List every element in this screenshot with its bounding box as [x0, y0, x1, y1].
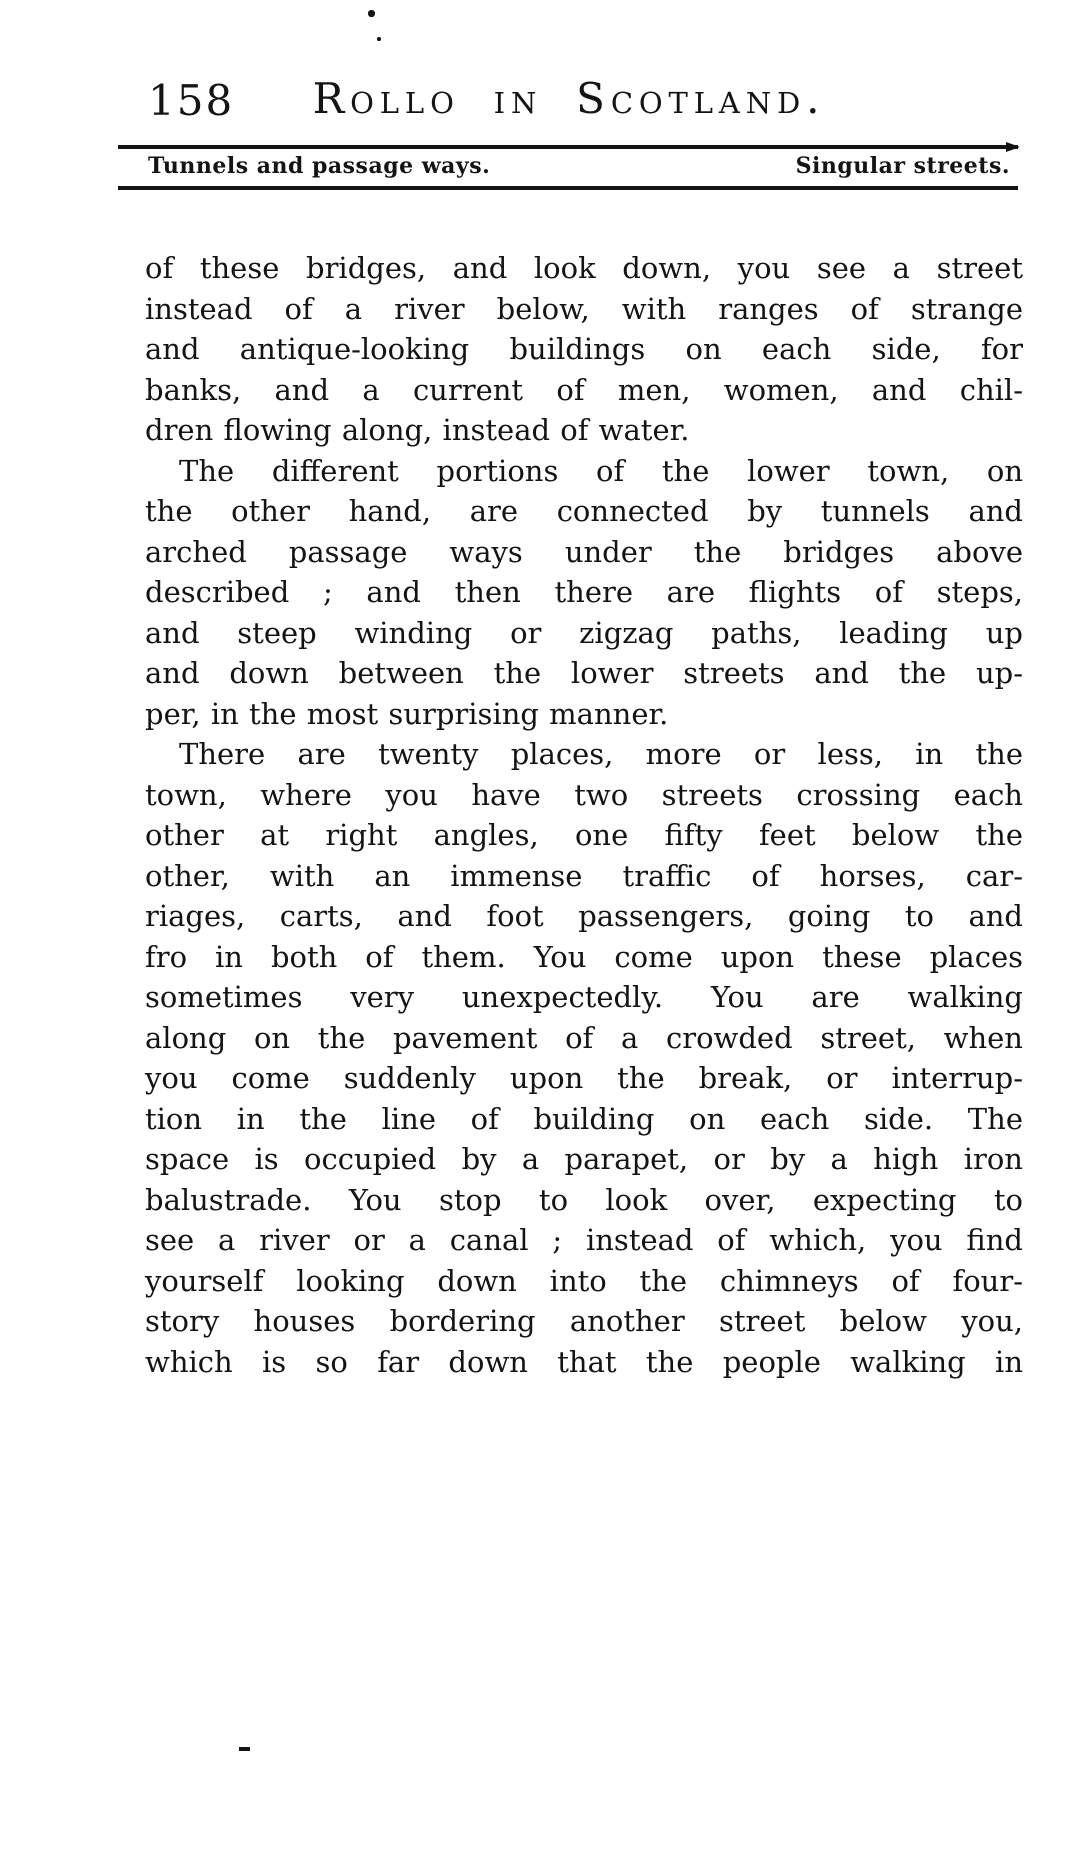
ink-speck	[377, 37, 381, 41]
text-line: the other hand, are connected by tunnels and	[145, 494, 1023, 528]
scan-dash	[239, 1747, 250, 1751]
page-title: Rollo in Scotland.	[312, 74, 826, 123]
text-line: yourself looking down into the chimneys of four-	[145, 1263, 1023, 1298]
text-line: other, with an immense traffic of horses, car-	[145, 858, 1023, 893]
text-line: tion in the line of building on each side. The	[145, 1101, 1023, 1136]
text-line: of these bridges, and look down, you see a street	[145, 251, 1023, 285]
text-line: along on the pavement of a crowded street, when	[145, 1020, 1023, 1055]
text-line: arched passage ways under the bridges above	[145, 534, 1023, 569]
ink-speck	[368, 10, 375, 17]
header-rule-top	[118, 145, 1018, 149]
text-line: per, in the most surprising manner.	[145, 696, 669, 731]
text-line: riages, carts, and foot passengers, going to and	[145, 899, 1023, 933]
text-line: and down between the lower streets and the up-	[145, 656, 1023, 690]
text-line: sometimes very unexpectedly. You are walking	[145, 980, 1023, 1014]
body-text	[145, 248, 1023, 1382]
text-line: space is occupied by a parapet, or by a high iron	[145, 1142, 1023, 1176]
text-line: instead of a river below, with ranges of strange	[145, 291, 1023, 326]
text-line: banks, and a current of men, women, and chil-	[145, 372, 1023, 407]
running-head-right: Singular streets.	[795, 153, 1010, 179]
text-line: you come suddenly upon the break, or interrup-	[145, 1061, 1023, 1095]
text-line: town, where you have two streets crossing each	[145, 777, 1023, 812]
text-line: other at right angles, one fifty feet below the	[145, 818, 1023, 852]
text-line: balustrade. You stop to look over, expecting to	[145, 1182, 1023, 1217]
text-line: story houses bordering another street below you,	[145, 1304, 1023, 1338]
arrowhead-mark	[1006, 142, 1020, 152]
page-number: 158	[148, 76, 235, 125]
text-line: and steep winding or zigzag paths, leading up	[145, 615, 1023, 650]
text-line: There are twenty places, more or less, in the	[179, 737, 1023, 771]
text-line: which is so far down that the people walking in	[145, 1344, 1023, 1379]
text-line: and antique-looking buildings on each side, for	[145, 332, 1023, 366]
text-line: see a river or a canal ; instead of which, you find	[145, 1223, 1023, 1257]
text-line: dren flowing along, instead of water.	[145, 413, 690, 447]
text-line: The different portions of the lower town, on	[179, 453, 1023, 488]
running-head-left: Tunnels and passage ways.	[148, 153, 491, 179]
text-line: fro in both of them. You come upon these places	[145, 939, 1023, 974]
header-rule-bottom	[118, 186, 1018, 190]
running-head-row	[148, 153, 1010, 179]
text-line: described ; and then there are flights of steps,	[145, 575, 1023, 609]
